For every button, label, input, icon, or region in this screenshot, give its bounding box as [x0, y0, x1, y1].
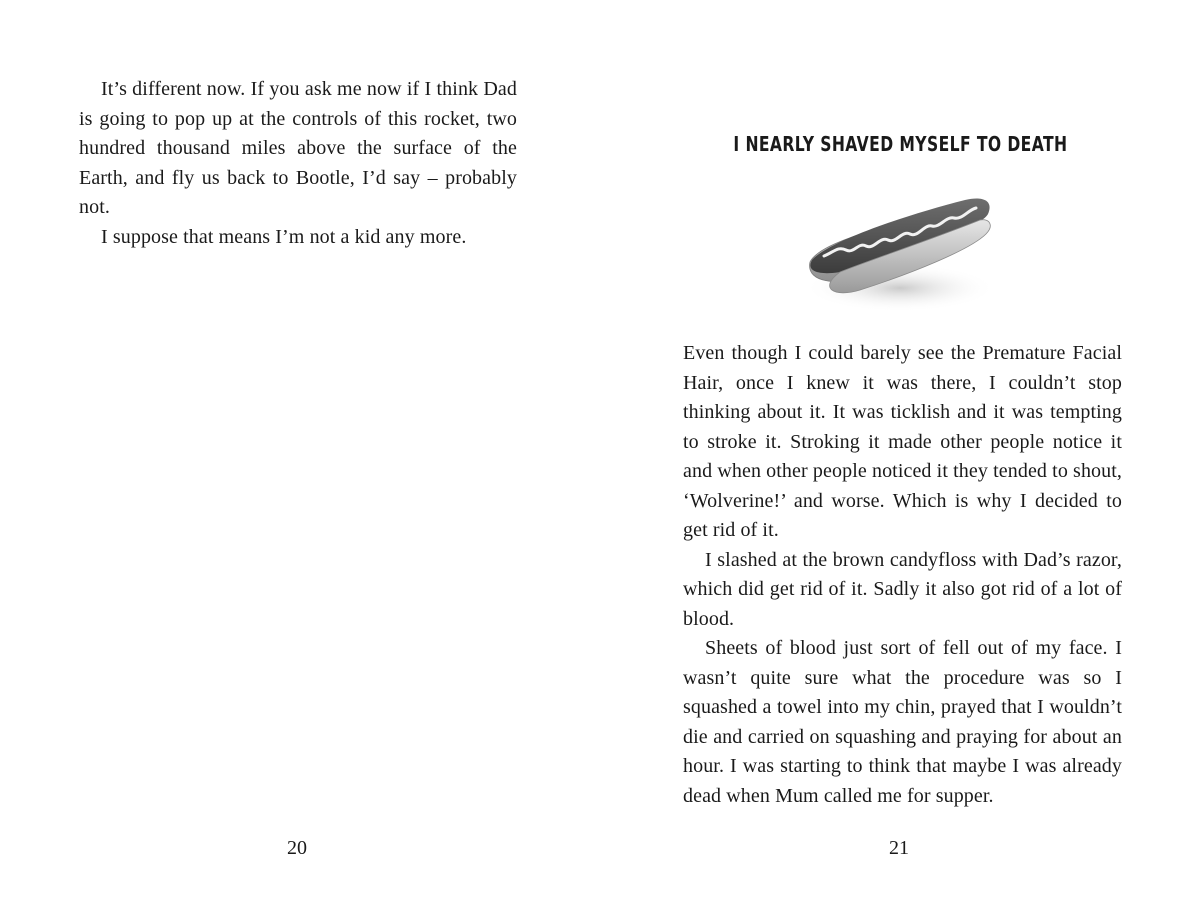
hot-dog-icon [800, 180, 1000, 320]
right-page-text [683, 339, 1122, 811]
right-page [600, 0, 1200, 909]
chapter-title: I NEARLY SHAVED MYSELF TO DEATH [733, 132, 1068, 156]
page-number: 21 [889, 837, 909, 859]
paragraph: It’s different now. If you ask me now if I think Dad is going to pop up at the controls of this rocket, two hundred thousand miles above the surface of the Earth, and fly us back to Bootle, I’d say – probably not. [79, 78, 517, 218]
paragraph: I slashed at the brown candyfloss with Dad’s razor, which did get rid of it. Sadly it also got rid of a lot of blood. [683, 548, 1122, 630]
paragraph: Sheets of blood just sort of fell out of my face. I wasn’t quite sure what the procedure was so I squashed a towel into my chin, prayed that I wouldn’t die and carried on squashing and praying for about an hour. I was starting to think that maybe I was already dead when Mum called me for supper. [683, 637, 1122, 807]
page-number: 20 [287, 837, 307, 859]
paragraph: I suppose that means I’m not a kid any more. [101, 225, 467, 248]
paragraph: Even though I could barely see the Premature Facial Hair, once I knew it was there, I couldn’t stop thinking about it. It was ticklish and it was tempting to stroke it. Stroking it made other people notice it and when other people noticed it they tended to shout, ‘Wolverine!’ and worse. Which is why I decided to get rid of it. [683, 342, 1122, 541]
left-page-text [79, 75, 517, 252]
